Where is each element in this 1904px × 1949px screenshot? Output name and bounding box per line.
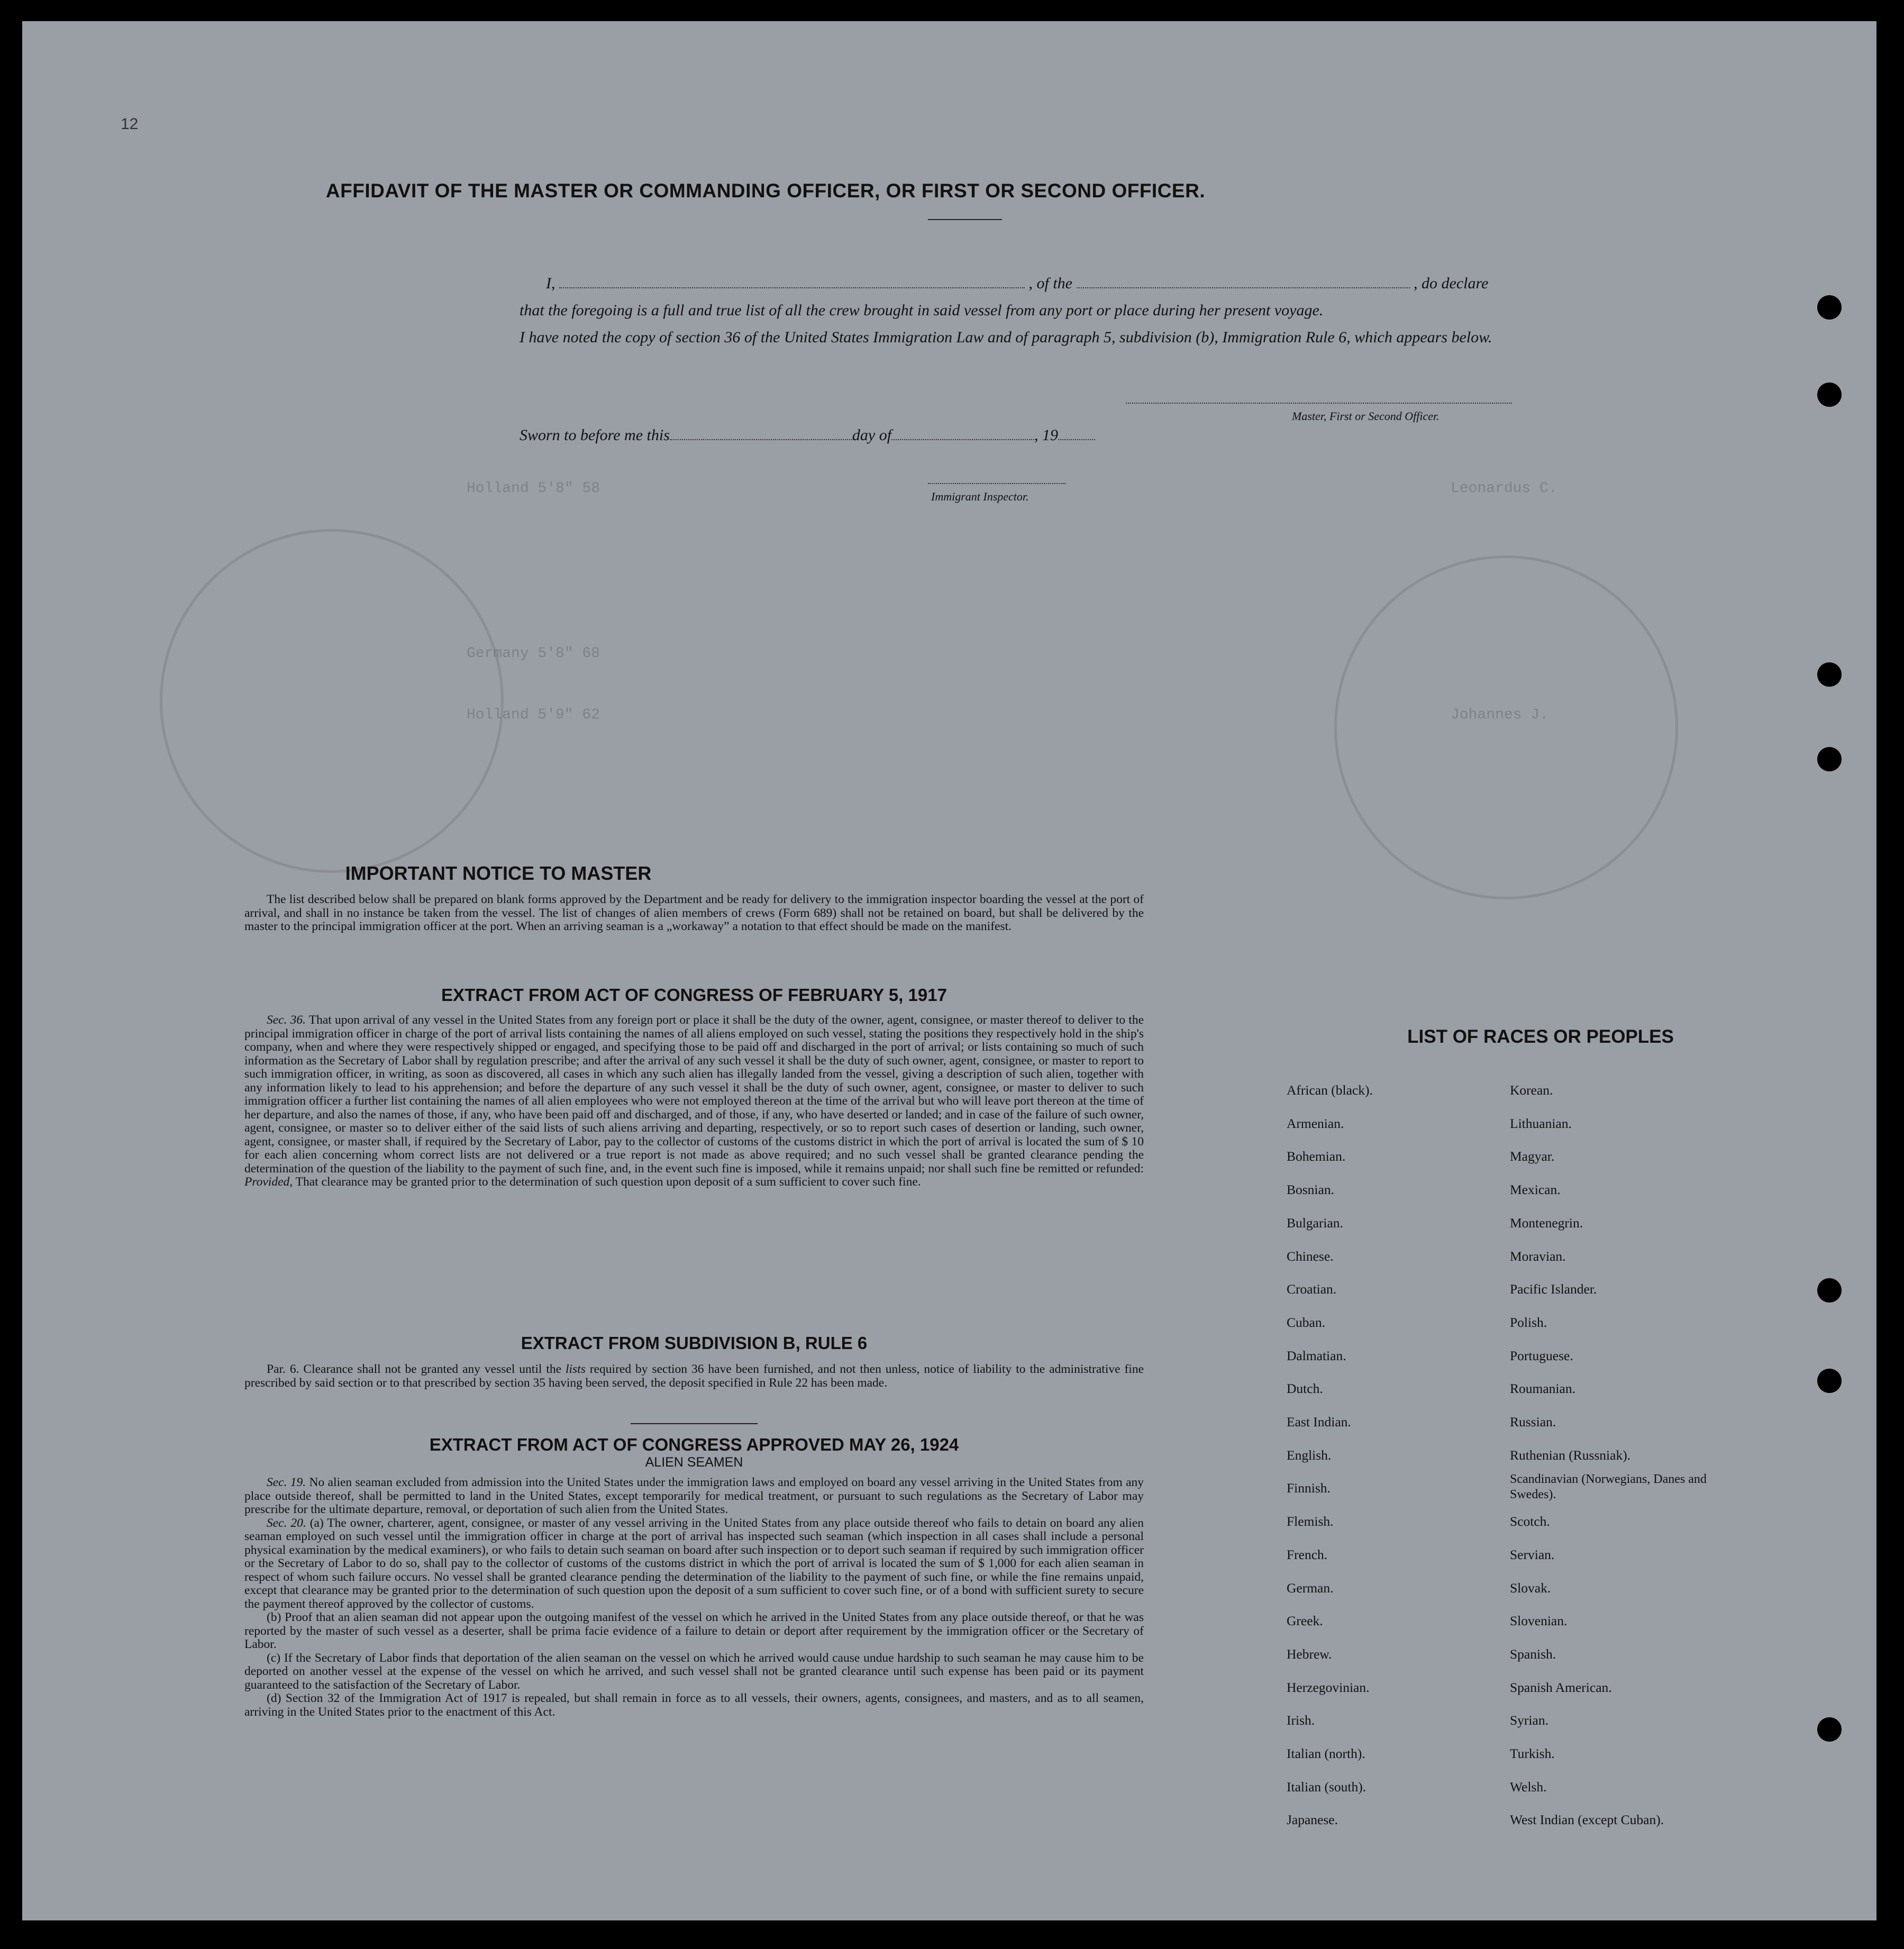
- race-item: Roumanian.: [1510, 1381, 1575, 1397]
- bleed-through-row: Johannes J.: [1451, 707, 1548, 723]
- bleed-through-row: Holland 5'9" 62: [467, 707, 600, 723]
- punch-hole: [1817, 662, 1842, 687]
- act-1924-subtitle: ALIEN SEAMEN: [645, 1455, 743, 1470]
- sec-20a-paragraph: [244, 1517, 1144, 1611]
- affidavit-body: [520, 270, 1514, 351]
- race-item: Dalmatian.: [1287, 1347, 1346, 1363]
- race-item: Bohemian.: [1287, 1149, 1346, 1164]
- inspector-label: Immigrant Inspector.: [931, 490, 1029, 503]
- sec-19-label: Sec. 19.: [267, 1476, 306, 1489]
- race-item: Montenegrin.: [1510, 1215, 1583, 1231]
- sheet-number: 12: [121, 115, 139, 133]
- race-item: Dutch.: [1287, 1381, 1323, 1397]
- vessel-field[interactable]: [1077, 277, 1410, 288]
- affidavit-of: , of the: [1028, 275, 1072, 292]
- rule-6-text: [244, 1363, 1144, 1390]
- race-item: Spanish American.: [1510, 1679, 1612, 1695]
- year-field[interactable]: [1058, 429, 1095, 440]
- day-field[interactable]: [670, 429, 852, 440]
- race-item: Spanish.: [1510, 1646, 1556, 1662]
- race-item: Welsh.: [1510, 1779, 1547, 1795]
- sec-19-text: No alien seaman excluded from admission into the United States under the immigration laws and employed on board any vessel arriving in the United States from any place outside thereof, shall be permitted to land in the United States, except temporarily for medical treatment, or pursuant to such regulations as the Secretary of Labor may prescribe for the ultimate departure, removal, or deportation of such alien from the United States.: [244, 1476, 1144, 1516]
- race-item: Ruthenian (Russniak).: [1510, 1447, 1631, 1463]
- race-item: Hebrew.: [1287, 1646, 1332, 1662]
- sworn-line: [520, 426, 1095, 444]
- provided-word: Provided,: [244, 1175, 293, 1189]
- race-item: African (black).: [1287, 1082, 1373, 1098]
- race-item: Irish.: [1287, 1713, 1315, 1728]
- race-item: Slovenian.: [1510, 1613, 1568, 1629]
- act-1924-text: [244, 1476, 1144, 1719]
- races-column-2: [1510, 1074, 1711, 1837]
- rule-6-text-b: required by section 36 have been furnished, and not then unless, notice of liability to the administrative fine prescribed by said section or to that prescribed by section 35 having been served, the deposit specified in Rule 22 has been made.: [244, 1362, 1144, 1390]
- race-item: Finnish.: [1287, 1480, 1331, 1496]
- affidavit-title: AFFIDAVIT OF THE MASTER OR COMMANDING OFFICER, OR FIRST OR SECOND OFFICER.: [325, 180, 1206, 202]
- faded-stamp: [160, 529, 504, 873]
- race-item: French.: [1287, 1546, 1328, 1562]
- act-1917-title: EXTRACT FROM ACT OF CONGRESS OF FEBRUARY 5, 1917: [441, 985, 947, 1005]
- bleed-through-row: Germany 5'8" 68: [467, 645, 600, 662]
- race-item: Bosnian.: [1287, 1182, 1334, 1198]
- divider: [928, 219, 1002, 220]
- affidavit-declare: , do declare: [1414, 275, 1489, 292]
- race-item: Scandinavian (Norwegians, Danes and Swedes).: [1510, 1472, 1707, 1502]
- faded-stamp: [1334, 555, 1678, 899]
- sec-36-text: That upon arrival of any vessel in the United States from any foreign port or place it shall be the duty of the owner, agent, consignee, or master thereof to deliver to the principal immigration officer in charge of the port of arrival lists containing the names of all aliens employed on such vessel, stating the positions they respectively hold in the ship's company, when and where they were respectively shipped or engaged, and specifying those to be paid off and discharged in the port of arrival; or lists containing so much of such information as the Secretary of Labor shall by regulation prescribe; and after the arrival of any such vessel it shall be the duty of such owner, agent, consignee, or master to report to such immigration officer, in writing, as soon as discovered, all cases in which any such alien has illegally landed from the vessel, giving a description of such alien, together with any information likely to lead to his apprehension; and before the departure of any such vessel it shall be the duty of such owner, agent, consignee, or master to deliver to such immigration officer a further list containing the names of all alien employees who were not employed thereon at the time of the arrival but who will leave port thereon at the time of her departure, and also the names of those, if any, who have been paid off and discharged, and of those, if any, who have deserted or landed; and in case of the failure of such owner, agent, consignee, or master so to deliver either of the said lists of such aliens arriving and departing, respectively, or so to report such cases of desertion or landing, such owner, agent, consignee, or master shall, if required by the Secretary of Labor, pay to the collector of customs of the customs district in which the port of arrival is located the sum of $ 10 for each alien concerning whom correct lists are not delivered or a true report is not made as above required; and no such vessel shall be granted clearance pending the determination of the question of the liability to the payment of such fine, and, in the event such fine is imposed, while it remains unpaid; nor shall such fine be remitted or refunded:: [244, 1013, 1144, 1176]
- sec-36-label: Sec. 36.: [267, 1013, 306, 1027]
- sec-19-paragraph: [244, 1476, 1144, 1517]
- race-item: Korean.: [1510, 1082, 1553, 1098]
- race-item: Pacific Islander.: [1510, 1281, 1597, 1297]
- affidavit-i: I,: [546, 275, 555, 292]
- lists-word: lists: [565, 1362, 586, 1376]
- race-item: Croatian.: [1287, 1281, 1337, 1297]
- affidavit-line3: I have noted the copy of section 36 of the United States Immigration Law and of paragraph 5, subdivision (b), Immigration Rule 6, which appears below.: [520, 329, 1492, 346]
- races-title: LIST OF RACES OR PEOPLES: [1407, 1026, 1674, 1047]
- race-item: Polish.: [1510, 1314, 1547, 1330]
- race-item: Herzegovinian.: [1287, 1679, 1370, 1695]
- sworn-dayof: day of: [852, 426, 892, 444]
- punch-hole: [1817, 1717, 1842, 1742]
- punch-hole: [1817, 1369, 1842, 1393]
- month-field[interactable]: [891, 429, 1034, 440]
- race-item: Flemish.: [1287, 1514, 1334, 1529]
- race-item: Turkish.: [1510, 1746, 1555, 1762]
- sec-20a-text: (a) The owner, charterer, agent, consignee, or master of any vessel arriving in the United States from any place outside thereof who fails to detain on board any alien seaman employed on such vessel until the immigration officer in charge at the port of arrival has inspected such seaman (which inspection in all cases shall include a personal physical examination by the medical examiners), or who fails to detain such seaman on board after such inspection or to deport such seaman if required by such immigration officer or the Secretary of Labor to do so, shall pay to the collector of customs of the customs district in which the port of arrival is located the sum of $ 1,000 for each alien seaman in respect of whom such failure occurs. No vessel shall be granted clearance pending the determination of the liability to the payment of such fine, or while the fine remains unpaid, except that clearance may be granted prior to the determination of such question upon the deposit of a sum sufficient to cover such fine, or of a bond with sufficient surety to secure the payment thereof approved by the collector of customs.: [244, 1516, 1144, 1611]
- notice-text: [244, 893, 1144, 934]
- race-item: English.: [1287, 1447, 1332, 1463]
- race-item: Japanese.: [1287, 1812, 1338, 1828]
- race-item: Moravian.: [1510, 1248, 1566, 1264]
- rule-6-title: EXTRACT FROM SUBDIVISION B, RULE 6: [521, 1333, 868, 1353]
- bleed-through-row: Leonardus C.: [1451, 480, 1557, 497]
- race-item: Greek.: [1287, 1613, 1323, 1629]
- act-1917-text: [244, 1014, 1144, 1189]
- race-item: Bulgarian.: [1287, 1215, 1343, 1231]
- races-column-1: [1287, 1074, 1373, 1837]
- sec-20c-paragraph: (c) If the Secretary of Labor finds that deportation of the alien seaman on the vessel on which he arrived would cause undue hardship to such seaman he may cause him to be deported on another vessel at the expense of the vessel on which he arrived, and such vessel shall not be granted clearance until such expense has been paid or its payment guaranteed to the satisfaction of the Secretary of Labor.: [244, 1651, 1144, 1692]
- race-item: West Indian (except Cuban).: [1510, 1812, 1664, 1828]
- act-1924-title: EXTRACT FROM ACT OF CONGRESS APPROVED MAY 26, 1924: [429, 1435, 959, 1454]
- sec-36-paragraph: [244, 1014, 1144, 1189]
- punch-hole: [1817, 295, 1842, 320]
- race-item: Mexican.: [1510, 1182, 1561, 1198]
- race-item: Slovak.: [1510, 1580, 1551, 1596]
- affidavit-line2: that the foregoing is a full and true list of all the crew brought in said vessel from any port or place during her present voyage.: [520, 302, 1324, 319]
- race-item: Magyar.: [1510, 1149, 1555, 1164]
- punch-hole: [1817, 1278, 1842, 1303]
- rule-6-text-a: Par. 6. Clearance shall not be granted any vessel until the: [267, 1362, 562, 1376]
- race-item: East Indian.: [1287, 1414, 1351, 1430]
- document-page: [22, 21, 1876, 1920]
- sworn-year: , 19: [1034, 426, 1059, 444]
- race-item: Italian (south).: [1287, 1779, 1366, 1795]
- sworn-text: Sworn to before me this: [520, 426, 670, 444]
- punch-hole: [1817, 382, 1842, 407]
- sec-20-label: Sec. 20.: [267, 1516, 306, 1530]
- race-item: Lithuanian.: [1510, 1115, 1572, 1131]
- race-item: Portuguese.: [1510, 1347, 1573, 1363]
- race-item: Scotch.: [1510, 1514, 1550, 1529]
- name-field[interactable]: [559, 277, 1025, 288]
- notice-paragraph: The list described below shall be prepared on blank forms approved by the Department and be ready for delivery to the immigration inspector boarding the vessel at the port of arrival, and shall in no instance be taken from the vessel. The list of changes of alien members of crews (Form 689) shall not be retained on board, but shall be delivered by the master to the principal immigration officer at the port. When an arriving seaman is a „workaway” a notation to that effect should be made on the manifest.: [244, 892, 1144, 933]
- punch-hole: [1817, 747, 1842, 771]
- inspector-line: [928, 482, 1065, 484]
- divider: [631, 1423, 758, 1424]
- sec-36-text-end: That clearance may be granted prior to the determination of such question upon deposit of a sum sufficient to cover such fine.: [295, 1175, 921, 1189]
- signature-label: Master, First or Second Officer.: [1292, 409, 1440, 423]
- race-item: Syrian.: [1510, 1713, 1548, 1728]
- race-item: Cuban.: [1287, 1314, 1325, 1330]
- race-item: Servian.: [1510, 1546, 1555, 1562]
- sec-20b-paragraph: (b) Proof that an alien seaman did not appear upon the outgoing manifest of the vessel on which he arrived in the United States from any place outside thereof, or that he was reported by the master of such vessel as a deserter, shall be prima facie evidence of a failure to detain or deport after requirement by the immigration officer or the Secretary of Labor.: [244, 1610, 1144, 1651]
- race-item: Russian.: [1510, 1414, 1556, 1430]
- race-item: Armenian.: [1287, 1115, 1344, 1131]
- sec-20d-paragraph: (d) Section 32 of the Immigration Act of 1917 is repealed, but shall remain in force as to all vessels, their owners, agents, consignees, and masters, and as to all seamen, arriving in the United States prior to the enactment of this Act.: [244, 1691, 1144, 1719]
- rule-6-paragraph: [244, 1363, 1144, 1390]
- bleed-through-row: Holland 5'8" 58: [467, 480, 600, 497]
- race-item: Chinese.: [1287, 1248, 1334, 1264]
- notice-title: IMPORTANT NOTICE TO MASTER: [345, 862, 652, 884]
- race-item: Italian (north).: [1287, 1746, 1365, 1762]
- race-item: German.: [1287, 1580, 1334, 1596]
- signature-line: [1126, 402, 1512, 404]
